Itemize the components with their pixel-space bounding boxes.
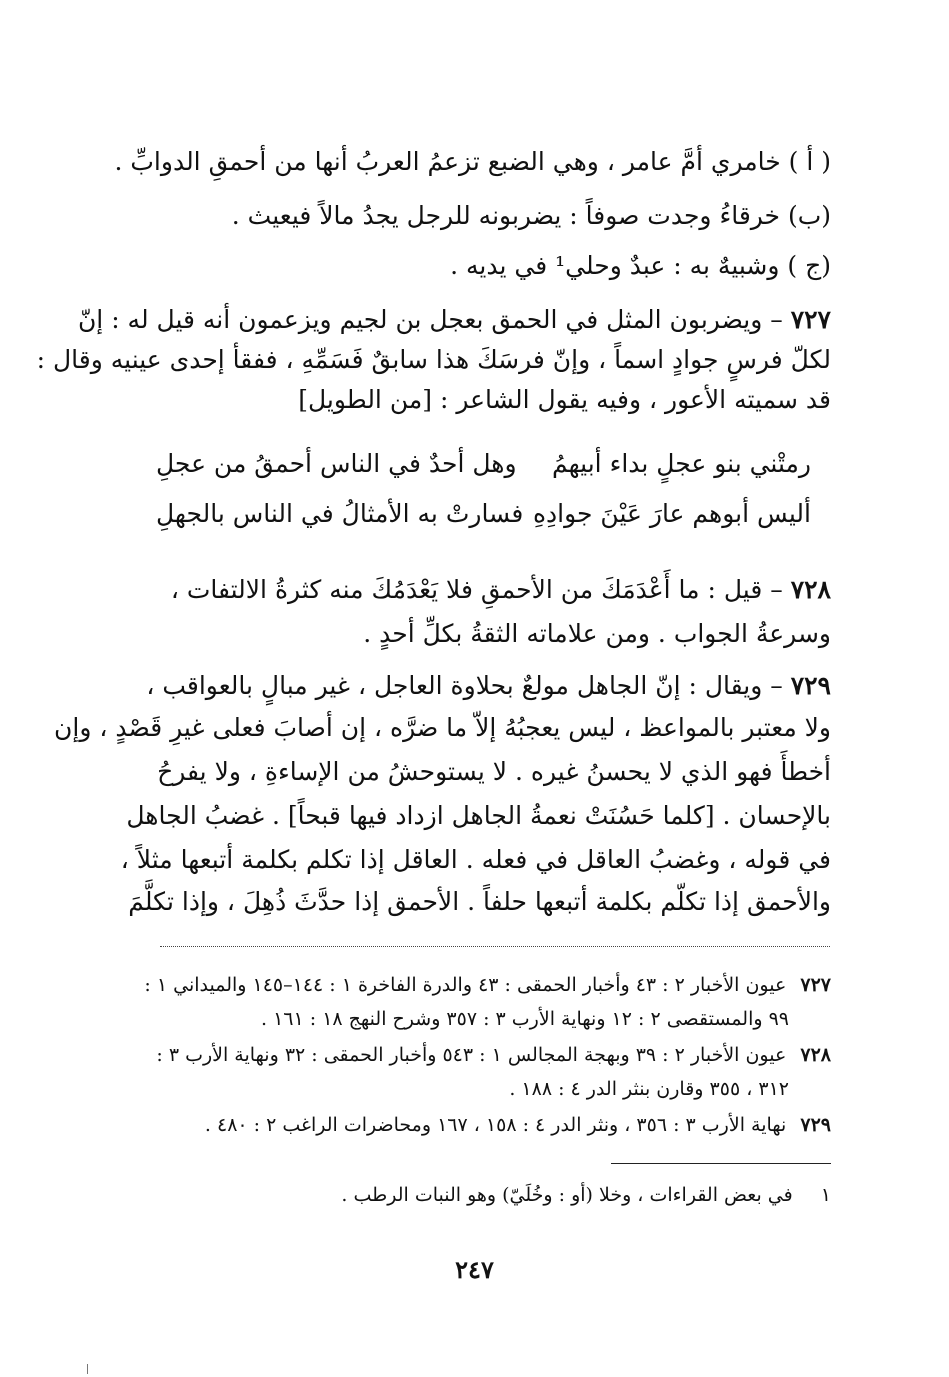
paragraph-729-line-6: والأحمق إذا تكلّم بكلمة أتبعها حلفاً . الأحمق إذا حدَّثَ ذُهِلَ ، وإذا تكلَّمَ (128, 887, 831, 916)
footnote-text: في بعض القراءات ، وخلا (أو : وخُلَيّ) وهو النبات الرطب . (341, 1184, 793, 1206)
note-727-text-1: عيون الأخبار ٢ : ٤٣ وأخبار الحمقى : ٤٣ والدرة الفاخرة ١ : ١٤٤–١٤٥ والميداني ١ : (144, 974, 787, 996)
paragraph-728-line-1 (171, 570, 831, 610)
note-number-727: ٧٢٧ (800, 974, 831, 996)
footnote (341, 1180, 831, 1210)
note-728-line-1 (156, 1040, 831, 1070)
text-line-c: (ج ) وشبيهٌ به : عبدٌ وحلي¹ في يديه . (450, 251, 831, 280)
verse-1-second-hemistich: وهل أحدٌ في الناس أحمقُ من عجلِ (156, 449, 517, 478)
paragraph-729-line-5: في قوله ، وغضبُ العاقل في فعله . العاقل إذا تكلم بكلمة أتبعها مثلاً ، (120, 845, 831, 874)
footnote-mark: ١ (820, 1184, 831, 1206)
paragraph-729-text-1: – ويقال : إنّ الجاهل مولعٌ بحلاوة العاجل ، غير مبالٍ بالعواقب ، (146, 671, 783, 700)
paragraph-number-727: ٧٢٧ (790, 305, 831, 334)
paragraph-727-text-1: – ويضربون المثل في الحمق بعجل بن لجيم ويزعمون أنه قيل له : إنّ (77, 305, 783, 334)
page-number: ٢٤٧ (455, 1255, 494, 1284)
paragraph-728-text-1: – قيل : ما أَعْدَمَكَ من الأحمقِ فلا يَعْدَمُكَ منه كثرةُ الالتفات ، (170, 575, 783, 604)
note-number-728: ٧٢٨ (800, 1044, 831, 1066)
scan-mark (87, 1364, 88, 1374)
note-727-line-1 (144, 970, 831, 1000)
text-line-a: ( أ ) خامري أمَّ عامر ، وهي الضبع تزعمُ العربُ أنها من أحمقِ الدوابِّ . (114, 147, 831, 176)
dotted-separator (160, 946, 830, 947)
paragraph-729-line-4: بالإحسان . [كلما حَسُنَتْ نعمةُ الجاهل ازداد فيها قبحاً] . غضبُ الجاهل (126, 801, 831, 830)
paragraph-728-line-2: وسرعةُ الجواب . ومن علاماته الثقةُ بكلِّ أحدٍ . (363, 619, 831, 648)
paragraph-number-729: ٧٢٩ (790, 671, 831, 700)
note-728-text-1: عيون الأخبار ٢ : ٣٩ وبهجة المجالس ١ : ٥٤٣ وأخبار الحمقى : ٣٢ ونهاية الأرب ٣ : (156, 1044, 787, 1066)
text-line-b: (ب) خرقاءُ وجدت صوفاً : يضربونه للرجل يجدُ مالاً فيعيث . (231, 201, 831, 230)
note-728-line-2: ٣١٢ ، ٣٥٥ وقارن بنثر الدر ٤ : ١٨٨ . (509, 1078, 789, 1100)
verse-1 (156, 444, 811, 484)
paragraph-729-line-3: أخطأَ فهو الذي لا يحسنُ غيره . لا يستوحشُ من الإساءةِ ، ولا يفرحُ (157, 757, 831, 786)
paragraph-number-728: ٧٢٨ (790, 575, 831, 604)
verse-2-second-hemistich: فسارتْ به الأمثالُ في الناس بالجهلِ (156, 499, 524, 528)
verse-1-first-hemistich: رمتْني بنو عجلٍ بداء أبيهمُ (552, 449, 811, 478)
paragraph-727-line-3: قد سميته الأعور ، وفيه يقول الشاعر : [من الطويل] (298, 385, 831, 414)
paragraph-729-line-1 (146, 666, 831, 706)
note-729-text-1: نهاية الأرب ٣ : ٣٥٦ ، ونثر الدر ٤ : ١٥٨ ، ١٦٧ ومحاضرات الراغب ٢ : ٤٨٠ . (204, 1114, 787, 1136)
note-number-729: ٧٢٩ (800, 1114, 831, 1136)
paragraph-727-line-2: لكلّ فرسٍ جوادٍ اسماً ، وإنّ فرسَكَ هذا سابقٌ فَسَمِّهِ ، ففقأ إحدى عينيه وقال : (36, 345, 831, 374)
note-727-line-2: ٩٩ والمستقصى ٢ : ١٢ ونهاية الأرب ٣ : ٣٥٧ وشرح النهج ١٨ : ١٦١ . (261, 1008, 789, 1030)
verse-2-first-hemistich: أليس أبوهم عارَ عَيْنَ جوادِهِ (532, 499, 811, 528)
paragraph-727-line-1 (78, 300, 831, 340)
paragraph-729-line-2: ولا معتبر بالمواعظ ، ليس يعجبُهُ إلاّ ما ضرَّه ، إن أصابَ فعلى غيرِ قَصْدٍ ، وإن (54, 713, 831, 742)
note-729-line-1 (205, 1110, 831, 1140)
verse-2 (156, 494, 811, 534)
footnote-rule (611, 1163, 831, 1164)
